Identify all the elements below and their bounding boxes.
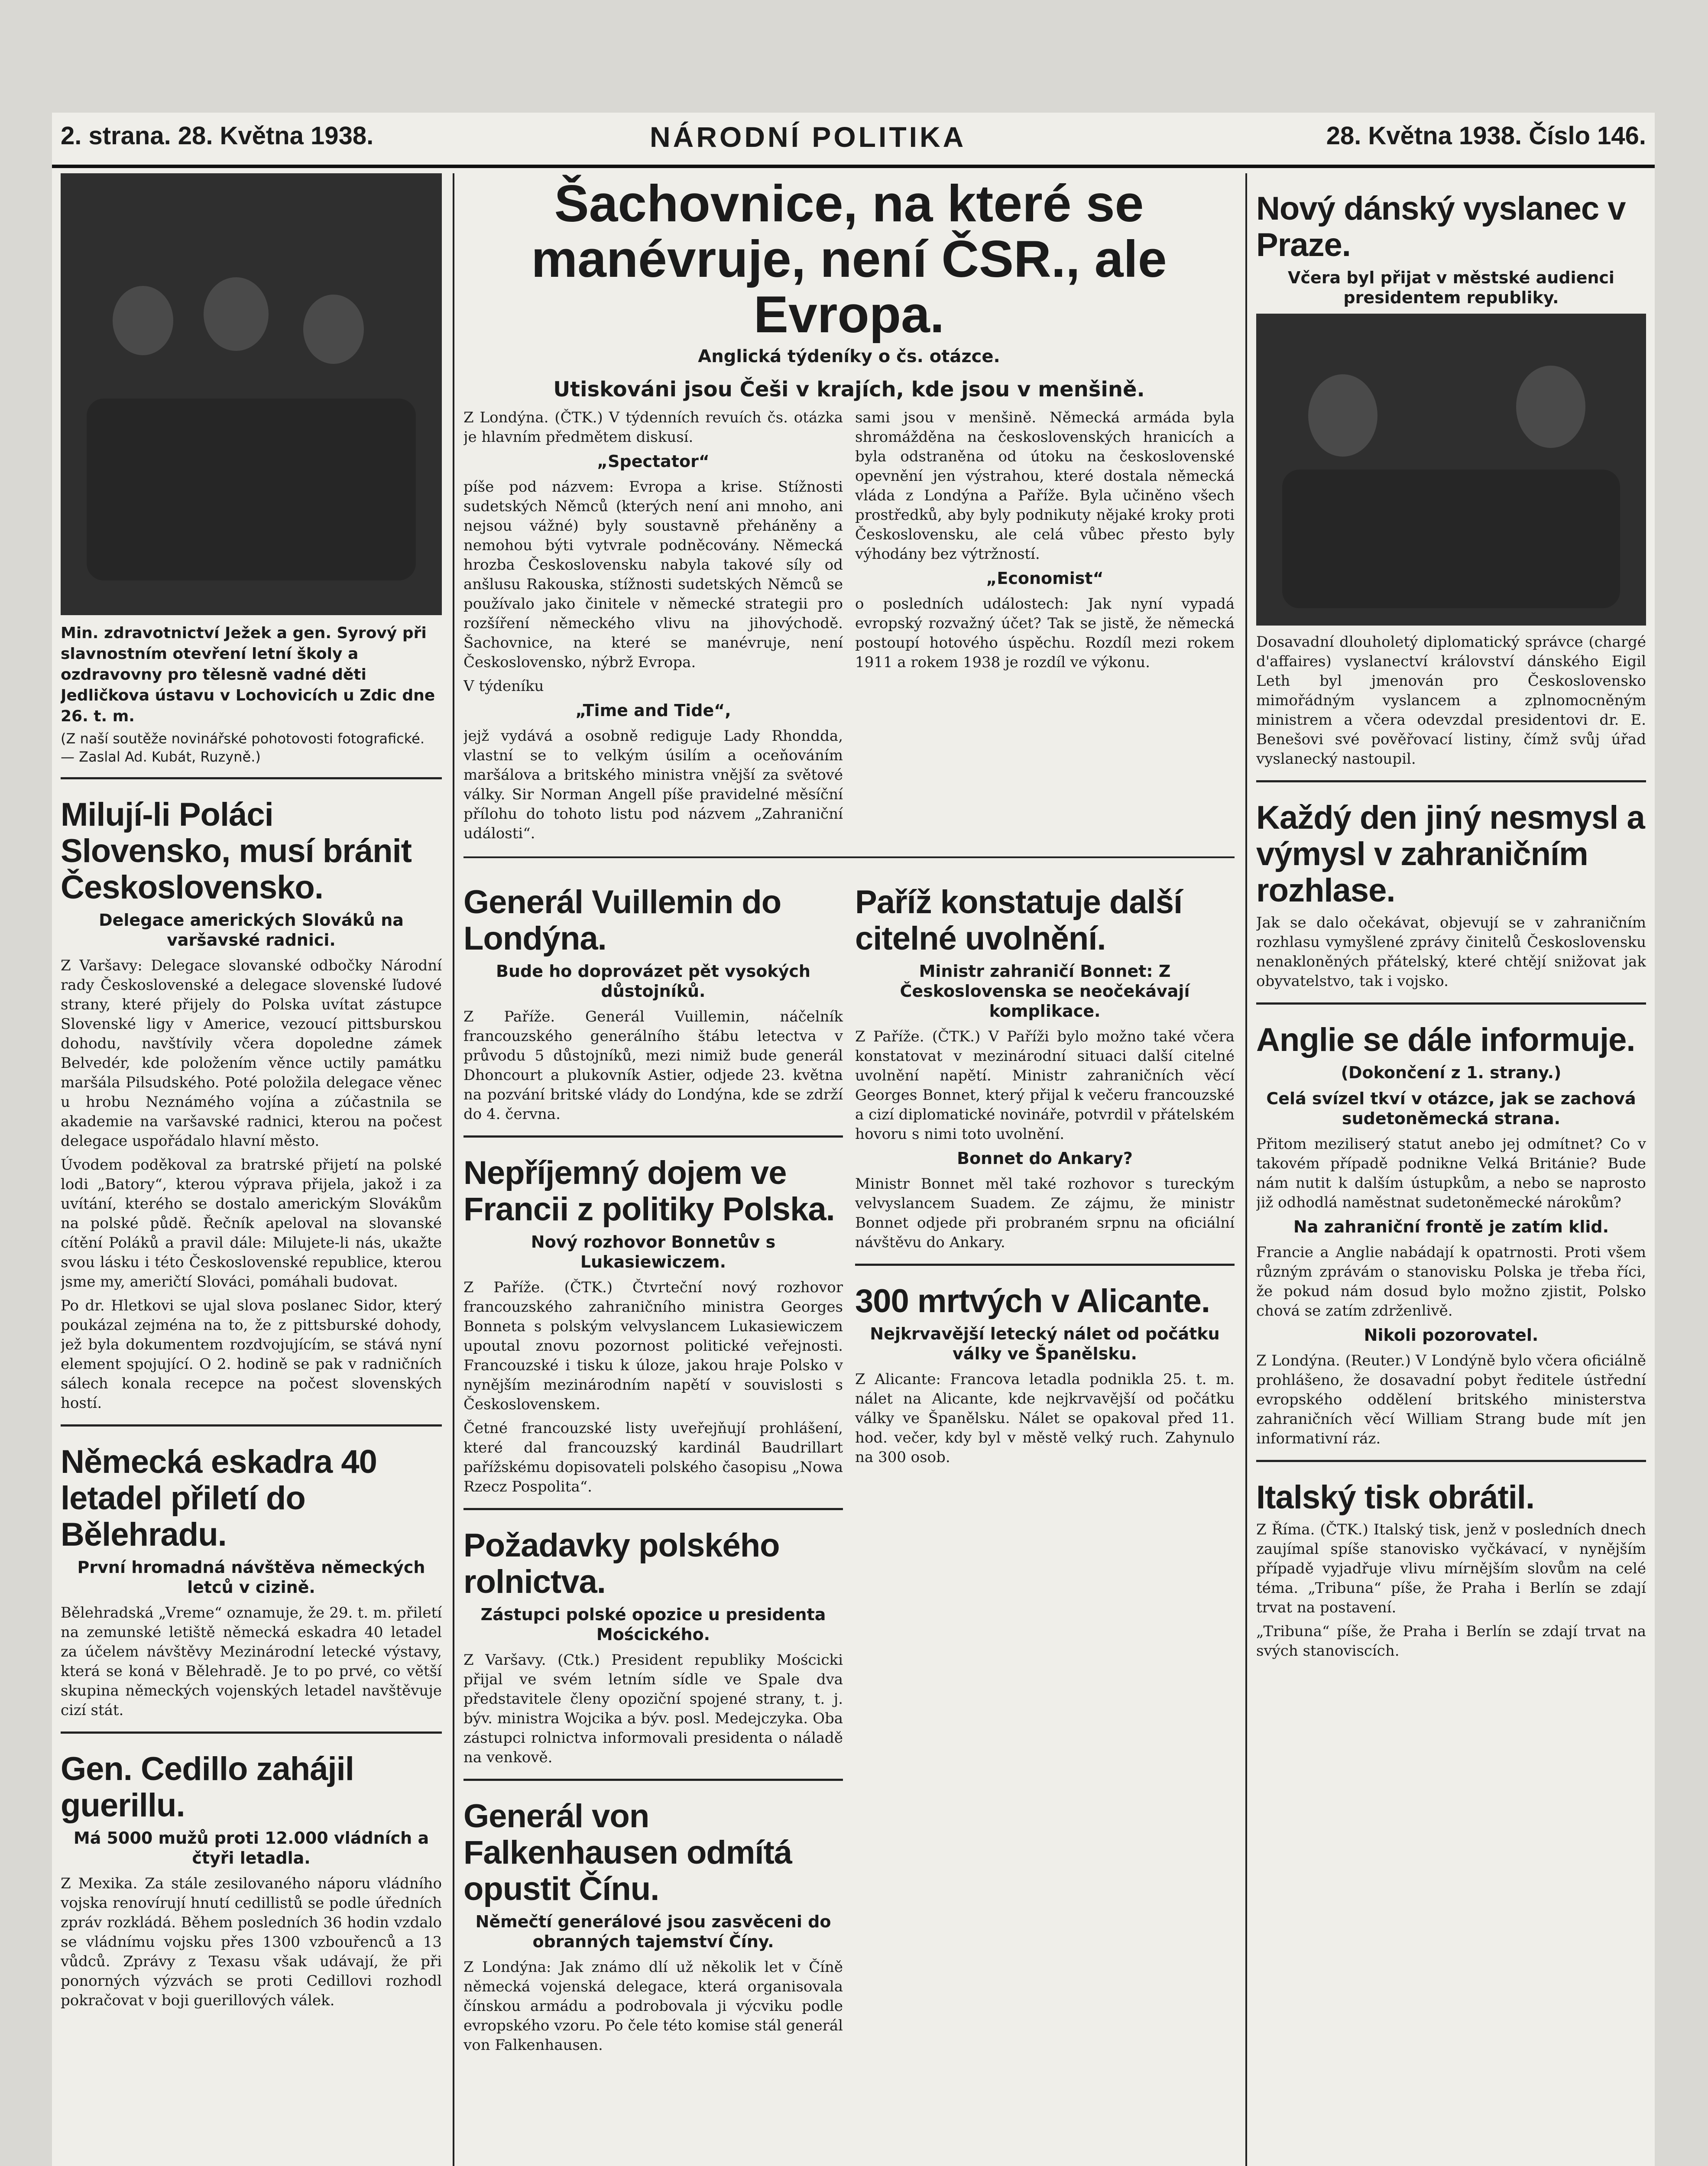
- section-heading: „Time and Tide“,: [575, 701, 731, 720]
- column-center: [463, 173, 1235, 2166]
- article-paragraph: Z Varšavy: Delegace slovanské odbočky Národní rady Československé a delegace slovenské ľudové strany, které přijely do Polska uvítat zástupce Slovenské ligy v Americe, vezoucí pittsburskou dohodu, navštívily včera dopoledne zámek Belvedér, kde položením věnce uctily památku maršála Pilsudského. Poté položila delegace věnec u hrobu Neznámého vojína a zúčastnila se akademie na varšavské radnici, kterou na počest delegace uspořádalo hlavní město.: [61, 957, 442, 1150]
- column-rule: [1245, 173, 1247, 2166]
- article-paragraph: o posledních událostech: Jak nyní vypadá evropský rozvažný účet? Tak se jistě, že německá postoupí hotového úspěchu. Rozdíl mezi rokem 1911 a rokem 1938 je rozdíl ve výkonu.: [855, 595, 1235, 671]
- masthead-right: 28. Května 1938. Číslo 146.: [1326, 122, 1646, 150]
- photo-ambassador: [1256, 314, 1646, 626]
- masthead: [52, 113, 1655, 168]
- column-right: [1256, 173, 1646, 2166]
- article-paragraph: Z Londýna. (Reuter.) V Londýně bylo včera oficiálně prohlášeno, že dosavadní pobyt ředitele ústřední evropského oddělení britského ministerstva zahraničních věcí William Strang bude mít jen informativní ráz.: [1256, 1352, 1646, 1447]
- article-paragraph: jejž vydává a osobně rediguje Lady Rhondda, vlastní se to velkým úsilím a oceňováním maršálova a britského ministra vnější za světové války. Sir Norman Angell píše pravidelné měsíční přílohu do tohoto listu pod názvem „Zahraniční události“.: [463, 727, 843, 842]
- article-paragraph: Z Londýna: Jak známo dlí už několik let v Číně německá vojenská delegace, která organisovala čínskou armádu a podrobovala ji výcviku podle evropského vzoru. Po čele této komise stál generál von Falkenhausen.: [463, 1958, 843, 2054]
- article-paragraph: píše pod názvem: Evropa a krise. Stížnosti sudetských Němců (kterých není ani mnoho, ani nejsou vážné) byly soustavně přeháněny a nemohou býti vytvrale podněcovány. Německá hrozba Československu nabyla takové síly od anšlusu Rakouska, stížnosti sudetských Němců se používalo jako činitele v německé strategii pro rozšíření německého vlivu na jihovýchodě. Šachovnice, na které se manévruje, není Československo, nýbrž Evropa.: [463, 478, 843, 671]
- article-title: Požadavky polského rolnictva.: [463, 1527, 780, 1600]
- article-title: Každý den jiný nesmysl a výmysl v zahraničním rozhlase.: [1256, 799, 1645, 909]
- section-heading: „Spectator“: [597, 452, 710, 471]
- article-paragraph: Po dr. Hletkovi se ujal slova poslanec Sidor, který poukázal zejména na to, že z pittsburské dohody, jež byla dokumentem rozdvojujícím, se stává nyní element spojující. O 2. hodině se pak v radničních sálech konala recepce na počest slovenských hostí.: [61, 1297, 442, 1412]
- newspaper-page: [52, 113, 1655, 2166]
- section-heading: Celá svízel tkví v otázce, jak se zachová sudetoněmecká strana.: [1266, 1089, 1636, 1128]
- column-left: [61, 173, 442, 2166]
- article-paragraph: Z Paříže. Generál Vuillemin, náčelník francouzského generálního štábu letectva v průvodu 5 důstojníků, mezi nimiž bude generál Dhoncourt a plukovník Astier, odjede 23. května na pozvání britské vlády do Londýna, kde se zdrží do 4. června.: [463, 1008, 843, 1123]
- article-paragraph: Jak se dalo očekávat, objevují se v zahraničním rozhlasu vymyšlené zprávy činitelů Československu nenakloněných přátelský, které chtějí snižovat jak obyvatelstvo, tak i vojsko.: [1256, 914, 1646, 990]
- masthead-left: 2. strana. 28. Května 1938.: [61, 122, 374, 150]
- article-subtitle: Ministr zahraničí Bonnet: Z Československa se neočekávají komplikace.: [900, 962, 1190, 1021]
- lead-headline: Šachovnice, na které se manévruje, není ČSR., ale Evropa.: [531, 175, 1167, 344]
- lead-subheadline: Utiskováni jsou Češi v krajích, kde jsou v menšině.: [553, 377, 1145, 402]
- article-paragraph: Bělehradská „Vreme“ oznamuje, že 29. t. m. přiletí na zemunské letiště německá eskadra 40 letadel za účelem návštěvy Mezinárodní letecké výstavy, která se koná v Bělehradě. Je to po prvé, co větší skupina německých vojenských letadel navštěvuje cizí stát.: [61, 1604, 442, 1719]
- article-paragraph: Z Paříže. (ČTK.) V Paříži bylo možno také včera konstatovat v mezinárodní situaci další citelné uvolnění napětí. Ministr zahraničních věcí Georges Bonnet, který přijal k večeru francouzské a cizí diplomatické novináře, potvrdil v přátelském hovoru s nimi toto uvolnění.: [855, 1028, 1235, 1143]
- article-paragraph: Z Mexika. Za stále zesilovaného náporu vládního vojska renovírují hnutí cedillistů se podle úředních zpráv rozkládá. Během posledních 36 hodin vzdalo se vládnímu vojsku přes 1300 vzbouřenců a 13 vůdců. Zprávy z Texasu však udávají, že při ponorných výzvách se proti Cedillovi rozhodl pokračovat v boji guerillových válek.: [61, 1875, 442, 2009]
- article-paragraph: Z Londýna. (ČTK.) V týdenních revuích čs. otázka je hlavním předmětem diskusí.: [463, 409, 843, 446]
- article-title: Nový dánský vyslanec v Praze.: [1256, 190, 1626, 263]
- article-title: 300 mrtvých v Alicante.: [855, 1283, 1210, 1320]
- masthead-title: NÁRODNÍ POLITIKA: [650, 121, 966, 153]
- section-heading: Na zahraniční frontě je zatím klid.: [1293, 1217, 1609, 1236]
- article-title: Paříž konstatuje další citelné uvolnění.: [855, 884, 1183, 957]
- article-subtitle: Bude ho doprovázet pět vysokých důstojníků.: [496, 962, 810, 1001]
- article-paragraph: Z Paříže. (ČTK.) Čtvrteční nový rozhovor francouzského zahraničního ministra Georges Bonneta s polským velvyslancem Lukasiewiczem upoutal znovu pozornost politické veřejnosti. Francouzské i tisku k úloze, jakou hraje Polsko v nynějším mezinárodním napětí v souvislosti s Československem.: [463, 1279, 843, 1413]
- article-subtitle: Delegace amerických Slováků na varšavské radnici.: [99, 911, 404, 950]
- article-paragraph: Z Říma. (ČTK.) Italský tisk, jenž v posledních dnech zaujímal spíše stanovisko vyčkávací, v nynějším případě vyjadřuje vlivu mírnějším slovům na celé téma. „Tribuna“ píše, že Praha i Berlín se zdají trvat na postavení.: [1256, 1521, 1646, 1616]
- article-title: Nepříjemný dojem ve Francii z politiky Polska.: [463, 1154, 835, 1228]
- article-paragraph: Z Alicante: Francova letadla podnikla 25. t. m. nálet na Alicante, kde nejkrvavější od počátku války ve Španělsku. Nálet se opakoval před 11. hod. večer, kdy byl v městě velký ruch. Zahynulo na 300 osob.: [855, 1371, 1235, 1466]
- photo-ministers: [61, 173, 442, 615]
- article-paragraph: Četné francouzské listy uveřejňují prohlášení, které dal francouzský kardinál Baudrillart pařížskému dopisovateli polského časopisu „Nowa Rzecz Pospolita“.: [463, 1420, 843, 1495]
- article-paragraph: V týdeníku: [463, 678, 544, 695]
- column-rule: [453, 173, 454, 2166]
- article-title: Německá eskadra 40 letadel přiletí do Bělehradu.: [61, 1443, 377, 1553]
- lower-articles: [463, 867, 1235, 2059]
- lead-subtitle: Anglická týdeníky o čs. otázce.: [698, 347, 1000, 366]
- photo-caption: Min. zdravotnictví Ježek a gen. Syrový při slavnostním otevření letní školy a ozdravovny pro tělesně vadné děti Jedličkova ústavu v Lochovicích u Zdic dne 26. t. m. (Z naší soutěže novinářské pohotovosti fotografické. — Zaslal Ad. Kubát, Ruzyně.): [61, 623, 442, 766]
- article-paragraph: Ministr Bonnet měl také rozhovor s tureckým velvyslancem Suadem. Ze zájmu, že ministr Bonnet odjede při probraném srpnu na oficiální návštěvu do Ankary.: [855, 1175, 1235, 1251]
- section-heading: Nikoli pozorovatel.: [1364, 1326, 1539, 1345]
- article-title: Anglie se dále informuje.: [1256, 1021, 1635, 1058]
- article-paragraph: Francie a Anglie nabádají k opatrnosti. Proti všem různým zprávám o stanovisku Polska je třeba říci, že pokud nám dosud bylo možno zjistit, Polsko chová se zatím zdrženlivě.: [1256, 1244, 1646, 1320]
- article-paragraph: Z Varšavy. (Ctk.) President republiky Mościcki přijal ve svém letním sídle ve Spale dva představitele členy opoziční spojené strany, t. j. býv. ministra Wojcika a býv. posl. Medejczyka. Oba zástupci rolnictva informovali presidenta o náladě na venkově.: [463, 1651, 843, 1766]
- article-title: Italský tisk obrátil.: [1256, 1479, 1535, 1516]
- article-title: Milují-li Poláci Slovensko, musí bránit Československo.: [61, 796, 412, 906]
- article-title: Generál von Falkenhausen odmítá opustit Čínu.: [463, 1798, 792, 1907]
- article-subtitle: Má 5000 mužů proti 12.000 vládních a čtyři letadla.: [73, 1829, 429, 1868]
- article-subtitle: (Dokončení z 1. strany.): [1341, 1063, 1562, 1082]
- article-subtitle: Včera byl přijat v městské audienci presidentem republiky.: [1288, 268, 1614, 307]
- section-heading: Bonnet do Ankary?: [957, 1149, 1133, 1168]
- article-paragraph: „Tribuna“ píše, že Praha i Berlín se zdají trvat na svých stanoviscích.: [1256, 1623, 1646, 1660]
- article-subtitle: Nový rozhovor Bonnetův s Lukasiewiczem.: [531, 1232, 776, 1271]
- article-paragraph: Úvodem poděkoval za bratrské přijetí na polské lodi „Batory“, kterou výprava přijela, jakož i za uvítání, kterého se dostalo americkým Slovákům na polské půdě. Řečník apeloval na slovanské cítění Poláků a pravil dále: Milujete-li nás, ukažte svou lásku i této Československé republice, kterou jsme my, američtí Slováci, pomáhali budovat.: [61, 1156, 442, 1291]
- lead-body: [463, 408, 1235, 848]
- article-paragraph: sami jsou v menšině. Německá armáda byla shromážděna na československých hranicích a byla odstraněna od útoku na československé opevnění jen výstrahou, které dostala německá vláda z Londýna a Paříže. Byla učiněno všech prostředků, aby byly podnikuty nějaké kroky proti Československu, ale celá vůbec přesto byly výhodány bez výtržností.: [855, 409, 1235, 563]
- article-paragraph: Dosavadní dlouholetý diplomatický správce (chargé d'affaires) vyslanectví království dánského Eigil Leth byl jmenován pro Československo mimořádným vyslancem a zplnomocněným ministrem a včera odevzdal presidentovi dr. E. Benešovi své pověřovací listiny, čímž svůj úřad vyslanecký nastoupil.: [1256, 633, 1646, 768]
- article-paragraph: Přitom meziliserý statut anebo jej odmítnet? Co v takovém případě podnikne Velká Británie? Bude nám nutit k dalším ústupkům, a nebo se naprosto již odhodlá naměstnat sudetoněmecké nárokům?: [1256, 1135, 1646, 1211]
- article-subtitle: První hromadná návštěva německých letců v cizině.: [77, 1558, 425, 1597]
- photo-credit: (Z naší soutěže novinářské pohotovosti fotografické. — Zaslal Ad. Kubát, Ruzyně.): [61, 730, 425, 765]
- article-title: Generál Vuillemin do Londýna.: [463, 884, 781, 957]
- article-subtitle: Němečtí generálové jsou zasvěceni do obranných tajemství Číny.: [475, 1912, 831, 1951]
- article-subtitle: Zástupci polské opozice u presidenta Moścického.: [480, 1605, 826, 1644]
- section-heading: „Economist“: [986, 569, 1104, 588]
- article-title: Gen. Cedillo zahájil guerillu.: [61, 1751, 354, 1824]
- article-subtitle: Nejkrvavější letecký nálet od počátku války ve Španělsku.: [870, 1324, 1220, 1363]
